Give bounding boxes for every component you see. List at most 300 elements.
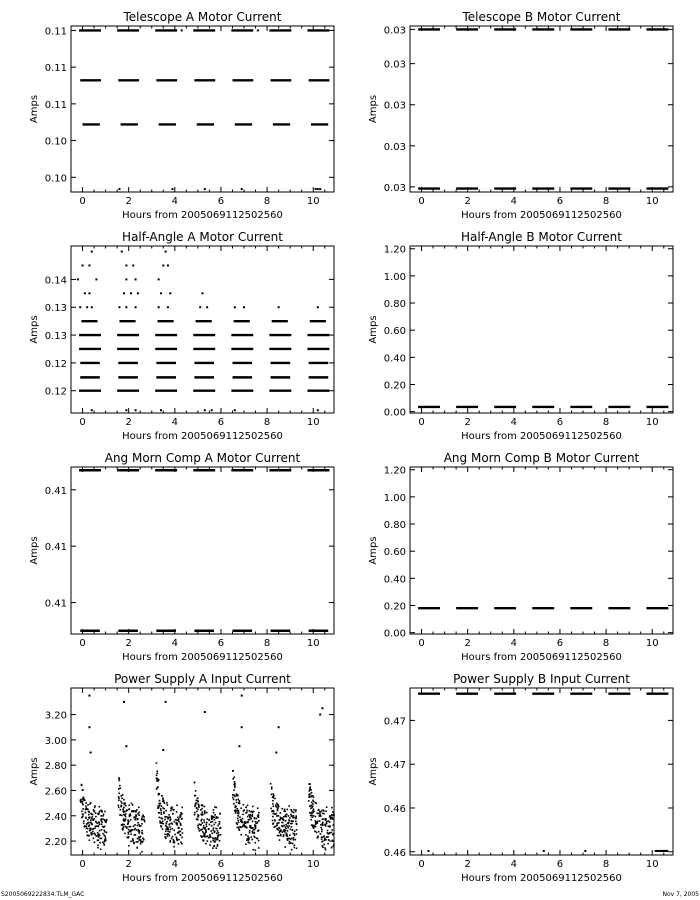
data-point xyxy=(88,822,90,824)
data-point xyxy=(312,812,314,814)
x-tick-label: 10 xyxy=(645,638,659,649)
data-point xyxy=(219,821,221,823)
data-point xyxy=(162,801,164,803)
data-point xyxy=(285,811,287,813)
y-tick-label: 0.03 xyxy=(383,141,406,153)
data-point xyxy=(103,814,105,816)
data-point xyxy=(211,825,213,827)
x-tick-label: 2 xyxy=(464,638,471,649)
data-point xyxy=(90,802,92,804)
data-point xyxy=(118,807,120,809)
chart-title: Half-Angle A Motor Current xyxy=(122,230,283,244)
data-point xyxy=(101,811,103,813)
x-axis-label: Hours from 2005069112502560 xyxy=(122,210,283,221)
data-point xyxy=(173,809,175,811)
data-point xyxy=(311,816,313,818)
data-point xyxy=(159,800,161,802)
y-axis-label: Amps xyxy=(368,757,379,786)
data-point xyxy=(248,814,250,816)
data-point xyxy=(212,816,214,818)
data-point xyxy=(219,823,221,825)
data-point xyxy=(291,820,293,822)
data-point xyxy=(291,849,293,851)
data-point xyxy=(199,306,201,308)
data-point xyxy=(98,822,100,824)
data-point xyxy=(181,807,183,809)
x-axis-label: Hours from 2005069112502560 xyxy=(461,431,622,442)
data-point xyxy=(121,802,123,804)
data-point xyxy=(249,826,251,828)
data-point xyxy=(220,834,222,836)
data-point xyxy=(88,726,90,728)
data-point xyxy=(180,841,182,843)
data-point xyxy=(284,809,286,811)
data-point xyxy=(318,831,320,833)
data-point xyxy=(244,825,246,827)
data-point xyxy=(255,821,257,823)
data-point xyxy=(276,815,278,817)
data-point xyxy=(288,815,290,817)
data-point xyxy=(233,803,235,805)
data-cycle xyxy=(308,783,335,850)
data-point xyxy=(166,802,168,804)
data-point xyxy=(98,806,100,808)
data-point xyxy=(88,814,90,816)
data-point xyxy=(216,816,218,818)
data-point xyxy=(130,819,132,821)
data-point xyxy=(215,847,217,849)
data-point xyxy=(427,850,429,852)
y-tick-label: 0.11 xyxy=(44,26,67,38)
data-point xyxy=(87,835,89,837)
data-point xyxy=(82,808,84,810)
data-point xyxy=(329,826,331,828)
data-point xyxy=(82,801,84,803)
plot-frame xyxy=(410,246,673,413)
x-tick-label: 6 xyxy=(556,196,564,207)
data-point xyxy=(310,796,312,798)
data-point xyxy=(331,814,333,816)
data-point xyxy=(203,839,205,841)
data-point xyxy=(206,812,208,814)
data-point xyxy=(158,793,160,795)
x-tick-label: 8 xyxy=(263,417,271,428)
data-point xyxy=(159,817,161,819)
data-point xyxy=(204,188,206,190)
data-point xyxy=(330,817,332,819)
data-point xyxy=(287,825,289,827)
data-point xyxy=(122,794,124,796)
data-point xyxy=(162,820,164,822)
data-point xyxy=(285,824,287,826)
y-axis-label: Amps xyxy=(29,536,40,565)
data-point xyxy=(233,776,235,778)
data-point xyxy=(137,838,139,840)
x-tick-label: 0 xyxy=(418,859,425,870)
data-point xyxy=(125,306,127,308)
data-point xyxy=(127,809,129,811)
data-point xyxy=(285,826,287,828)
data-point xyxy=(161,826,163,828)
data-point xyxy=(121,824,123,826)
data-point xyxy=(162,797,164,799)
x-tick-label: 4 xyxy=(171,859,179,870)
data-point xyxy=(315,803,317,805)
data-point xyxy=(294,844,296,846)
data-cycle xyxy=(118,777,146,852)
data-point xyxy=(252,806,254,808)
data-point xyxy=(125,805,127,807)
data-point xyxy=(320,811,322,813)
data-point xyxy=(96,823,98,825)
data-point xyxy=(177,817,179,819)
data-point xyxy=(123,807,125,809)
y-tick-label: 0.40 xyxy=(383,574,406,586)
data-point xyxy=(258,820,260,822)
data-point xyxy=(95,278,97,280)
y-tick-label: 0.46 xyxy=(383,847,406,859)
data-point xyxy=(162,749,164,751)
data-point xyxy=(132,804,134,806)
data-point xyxy=(216,807,218,809)
data-point xyxy=(140,839,142,841)
data-point xyxy=(194,795,196,797)
data-point xyxy=(181,837,183,839)
data-point xyxy=(294,839,296,841)
data-point xyxy=(211,334,213,336)
data-point xyxy=(102,833,104,835)
data-point xyxy=(194,782,196,784)
data-point xyxy=(237,820,239,822)
data-point xyxy=(88,292,90,294)
data-point xyxy=(204,711,206,713)
data-point xyxy=(243,824,245,826)
data-point xyxy=(292,821,294,823)
data-point xyxy=(140,836,142,838)
data-point xyxy=(123,812,125,814)
data-point xyxy=(284,831,286,833)
data-point xyxy=(90,819,92,821)
data-point xyxy=(100,815,102,817)
data-point xyxy=(274,798,276,800)
data-point xyxy=(162,799,164,801)
data-point xyxy=(293,809,295,811)
data-point xyxy=(245,843,247,845)
data-point xyxy=(90,752,92,754)
data-point xyxy=(104,819,106,821)
data-point xyxy=(333,844,335,846)
data-point xyxy=(285,820,287,822)
x-tick-label: 0 xyxy=(418,196,425,207)
data-point xyxy=(286,833,288,835)
data-point xyxy=(248,837,250,839)
data-point xyxy=(118,793,120,795)
y-tick-label: 3.00 xyxy=(44,735,67,747)
data-point xyxy=(131,810,133,812)
data-point xyxy=(258,840,260,842)
data-point xyxy=(309,787,311,789)
data-point xyxy=(123,820,125,822)
data-point xyxy=(132,264,134,266)
data-point xyxy=(161,822,163,824)
data-point xyxy=(247,835,249,837)
data-point xyxy=(285,835,287,837)
data-point xyxy=(156,770,158,772)
data-point xyxy=(91,832,93,834)
x-tick-label: 2 xyxy=(125,638,132,649)
data-point xyxy=(543,850,545,852)
data-point xyxy=(249,819,251,821)
data-point xyxy=(234,796,236,798)
data-point xyxy=(290,814,292,816)
data-point xyxy=(201,822,203,824)
data-point xyxy=(206,818,208,820)
data-point xyxy=(313,808,315,810)
data-point xyxy=(255,826,257,828)
data-point xyxy=(234,787,236,789)
data-point xyxy=(168,814,170,816)
data-point xyxy=(317,306,319,308)
x-tick-label: 6 xyxy=(217,859,225,870)
data-point xyxy=(235,799,237,801)
plot-frame xyxy=(71,26,334,192)
data-point xyxy=(167,306,169,308)
y-tick-label: 0.14 xyxy=(44,275,67,287)
x-tick-label: 6 xyxy=(217,638,225,649)
data-point xyxy=(178,818,180,820)
data-point xyxy=(290,828,292,830)
data-point xyxy=(251,811,253,813)
y-tick-label: 0.47 xyxy=(383,760,406,772)
data-point xyxy=(99,811,101,813)
data-point xyxy=(100,819,102,821)
data-point xyxy=(89,817,91,819)
data-point xyxy=(176,839,178,841)
data-point xyxy=(157,805,159,807)
data-point xyxy=(255,823,257,825)
data-point xyxy=(200,824,202,826)
data-point xyxy=(333,824,335,826)
data-point xyxy=(133,829,135,831)
data-point xyxy=(160,292,162,294)
x-tick-label: 8 xyxy=(263,859,271,870)
data-point xyxy=(104,831,106,833)
data-point xyxy=(295,811,297,813)
data-point xyxy=(160,817,162,819)
data-point xyxy=(320,833,322,835)
data-point xyxy=(272,803,274,805)
data-point xyxy=(156,762,158,764)
data-point xyxy=(135,810,137,812)
x-tick-label: 6 xyxy=(217,417,225,428)
chart-title: Ang Morn Comp B Motor Current xyxy=(443,451,640,465)
data-point xyxy=(128,804,130,806)
data-point xyxy=(213,809,215,811)
x-tick-label: 10 xyxy=(645,417,659,428)
y-tick-label: 0.47 xyxy=(383,716,406,728)
data-point xyxy=(128,808,130,810)
data-point xyxy=(168,824,170,826)
data-point xyxy=(243,320,245,322)
data-point xyxy=(324,824,326,826)
data-point xyxy=(325,839,327,841)
data-point xyxy=(135,409,137,411)
data-point xyxy=(138,812,140,814)
data-point xyxy=(96,835,98,837)
data-point xyxy=(176,837,178,839)
data-point xyxy=(257,29,259,31)
x-axis-label: Hours from 2005069112502560 xyxy=(461,652,622,663)
data-point xyxy=(327,836,329,838)
data-point xyxy=(213,846,215,848)
data-point xyxy=(81,784,83,786)
data-point xyxy=(275,826,277,828)
data-point xyxy=(173,821,175,823)
data-point xyxy=(329,821,331,823)
data-point xyxy=(333,833,335,835)
data-point xyxy=(161,813,163,815)
x-tick-label: 4 xyxy=(171,417,179,428)
data-point xyxy=(167,835,169,837)
data-point xyxy=(164,834,166,836)
data-point xyxy=(217,825,219,827)
data-point xyxy=(315,823,317,825)
data-point xyxy=(95,826,97,828)
x-tick-label: 0 xyxy=(79,859,86,870)
data-point xyxy=(165,251,167,253)
data-point xyxy=(141,830,143,832)
data-point xyxy=(289,834,291,836)
data-point xyxy=(237,794,239,796)
y-tick-label: 0.40 xyxy=(383,353,406,365)
data-point xyxy=(277,835,279,837)
data-point xyxy=(277,829,279,831)
data-point xyxy=(160,409,162,411)
data-point xyxy=(85,802,87,804)
data-point xyxy=(209,844,211,846)
x-tick-label: 8 xyxy=(263,638,271,649)
data-point xyxy=(161,805,163,807)
data-point xyxy=(123,799,125,801)
data-point xyxy=(195,800,197,802)
data-point xyxy=(120,795,122,797)
data-point xyxy=(83,823,85,825)
y-tick-label: 0.80 xyxy=(383,520,406,532)
data-point xyxy=(95,816,97,818)
data-point xyxy=(178,843,180,845)
data-point xyxy=(289,841,291,843)
data-point xyxy=(167,829,169,831)
data-point xyxy=(91,306,93,308)
data-point xyxy=(87,828,89,830)
x-tick-label: 8 xyxy=(602,196,610,207)
data-point xyxy=(214,832,216,834)
data-point xyxy=(80,799,82,801)
x-tick-label: 4 xyxy=(510,638,518,649)
data-point xyxy=(170,807,172,809)
x-axis-label: Hours from 2005069112502560 xyxy=(122,873,283,884)
data-point xyxy=(241,695,243,697)
x-tick-label: 6 xyxy=(556,638,564,649)
x-tick-label: 4 xyxy=(510,196,518,207)
data-point xyxy=(86,831,88,833)
data-point xyxy=(324,837,326,839)
data-point xyxy=(216,837,218,839)
data-point xyxy=(255,842,257,844)
data-point xyxy=(83,820,85,822)
y-tick-label: 0.03 xyxy=(383,25,406,37)
data-point xyxy=(164,819,166,821)
data-point xyxy=(97,845,99,847)
data-point xyxy=(124,804,126,806)
data-point xyxy=(280,830,282,832)
data-point xyxy=(237,815,239,817)
data-point xyxy=(161,795,163,797)
y-axis-label: Amps xyxy=(29,757,40,786)
data-point xyxy=(308,783,310,785)
data-point xyxy=(128,833,130,835)
data-point xyxy=(118,778,120,780)
data-point xyxy=(277,823,279,825)
data-point xyxy=(173,830,175,832)
data-point xyxy=(238,828,240,830)
chart-power-supply-b xyxy=(368,672,673,884)
data-point xyxy=(102,826,104,828)
data-point xyxy=(236,822,238,824)
data-point xyxy=(102,841,104,843)
data-point xyxy=(238,811,240,813)
data-point xyxy=(249,816,251,818)
data-point xyxy=(326,822,328,824)
data-point xyxy=(163,808,165,810)
data-point xyxy=(315,820,317,822)
data-point xyxy=(212,840,214,842)
data-point xyxy=(313,815,315,817)
data-point xyxy=(166,821,168,823)
data-point xyxy=(290,823,292,825)
data-point xyxy=(156,774,158,776)
data-point xyxy=(133,817,135,819)
data-point xyxy=(237,818,239,820)
data-point xyxy=(236,802,238,804)
data-point xyxy=(197,800,199,802)
data-point xyxy=(79,306,81,308)
data-point xyxy=(308,800,310,802)
data-point xyxy=(323,835,325,837)
data-point xyxy=(80,801,82,803)
data-point xyxy=(213,816,215,818)
data-point xyxy=(119,787,121,789)
data-point xyxy=(125,813,127,815)
data-point xyxy=(315,816,317,818)
data-point xyxy=(252,831,254,833)
data-point xyxy=(91,816,93,818)
data-point xyxy=(82,789,84,791)
x-tick-label: 10 xyxy=(306,196,320,207)
data-point xyxy=(85,825,87,827)
data-point xyxy=(157,807,159,809)
y-tick-label: 0.41 xyxy=(44,542,67,554)
data-cycle xyxy=(232,770,260,851)
x-axis-label: Hours from 2005069112502560 xyxy=(122,652,283,663)
y-tick-label: 2.40 xyxy=(44,811,67,823)
data-point xyxy=(242,822,244,824)
data-point xyxy=(275,806,277,808)
data-point xyxy=(137,822,139,824)
data-point xyxy=(105,840,107,842)
data-point xyxy=(169,820,171,822)
data-point xyxy=(256,818,258,820)
